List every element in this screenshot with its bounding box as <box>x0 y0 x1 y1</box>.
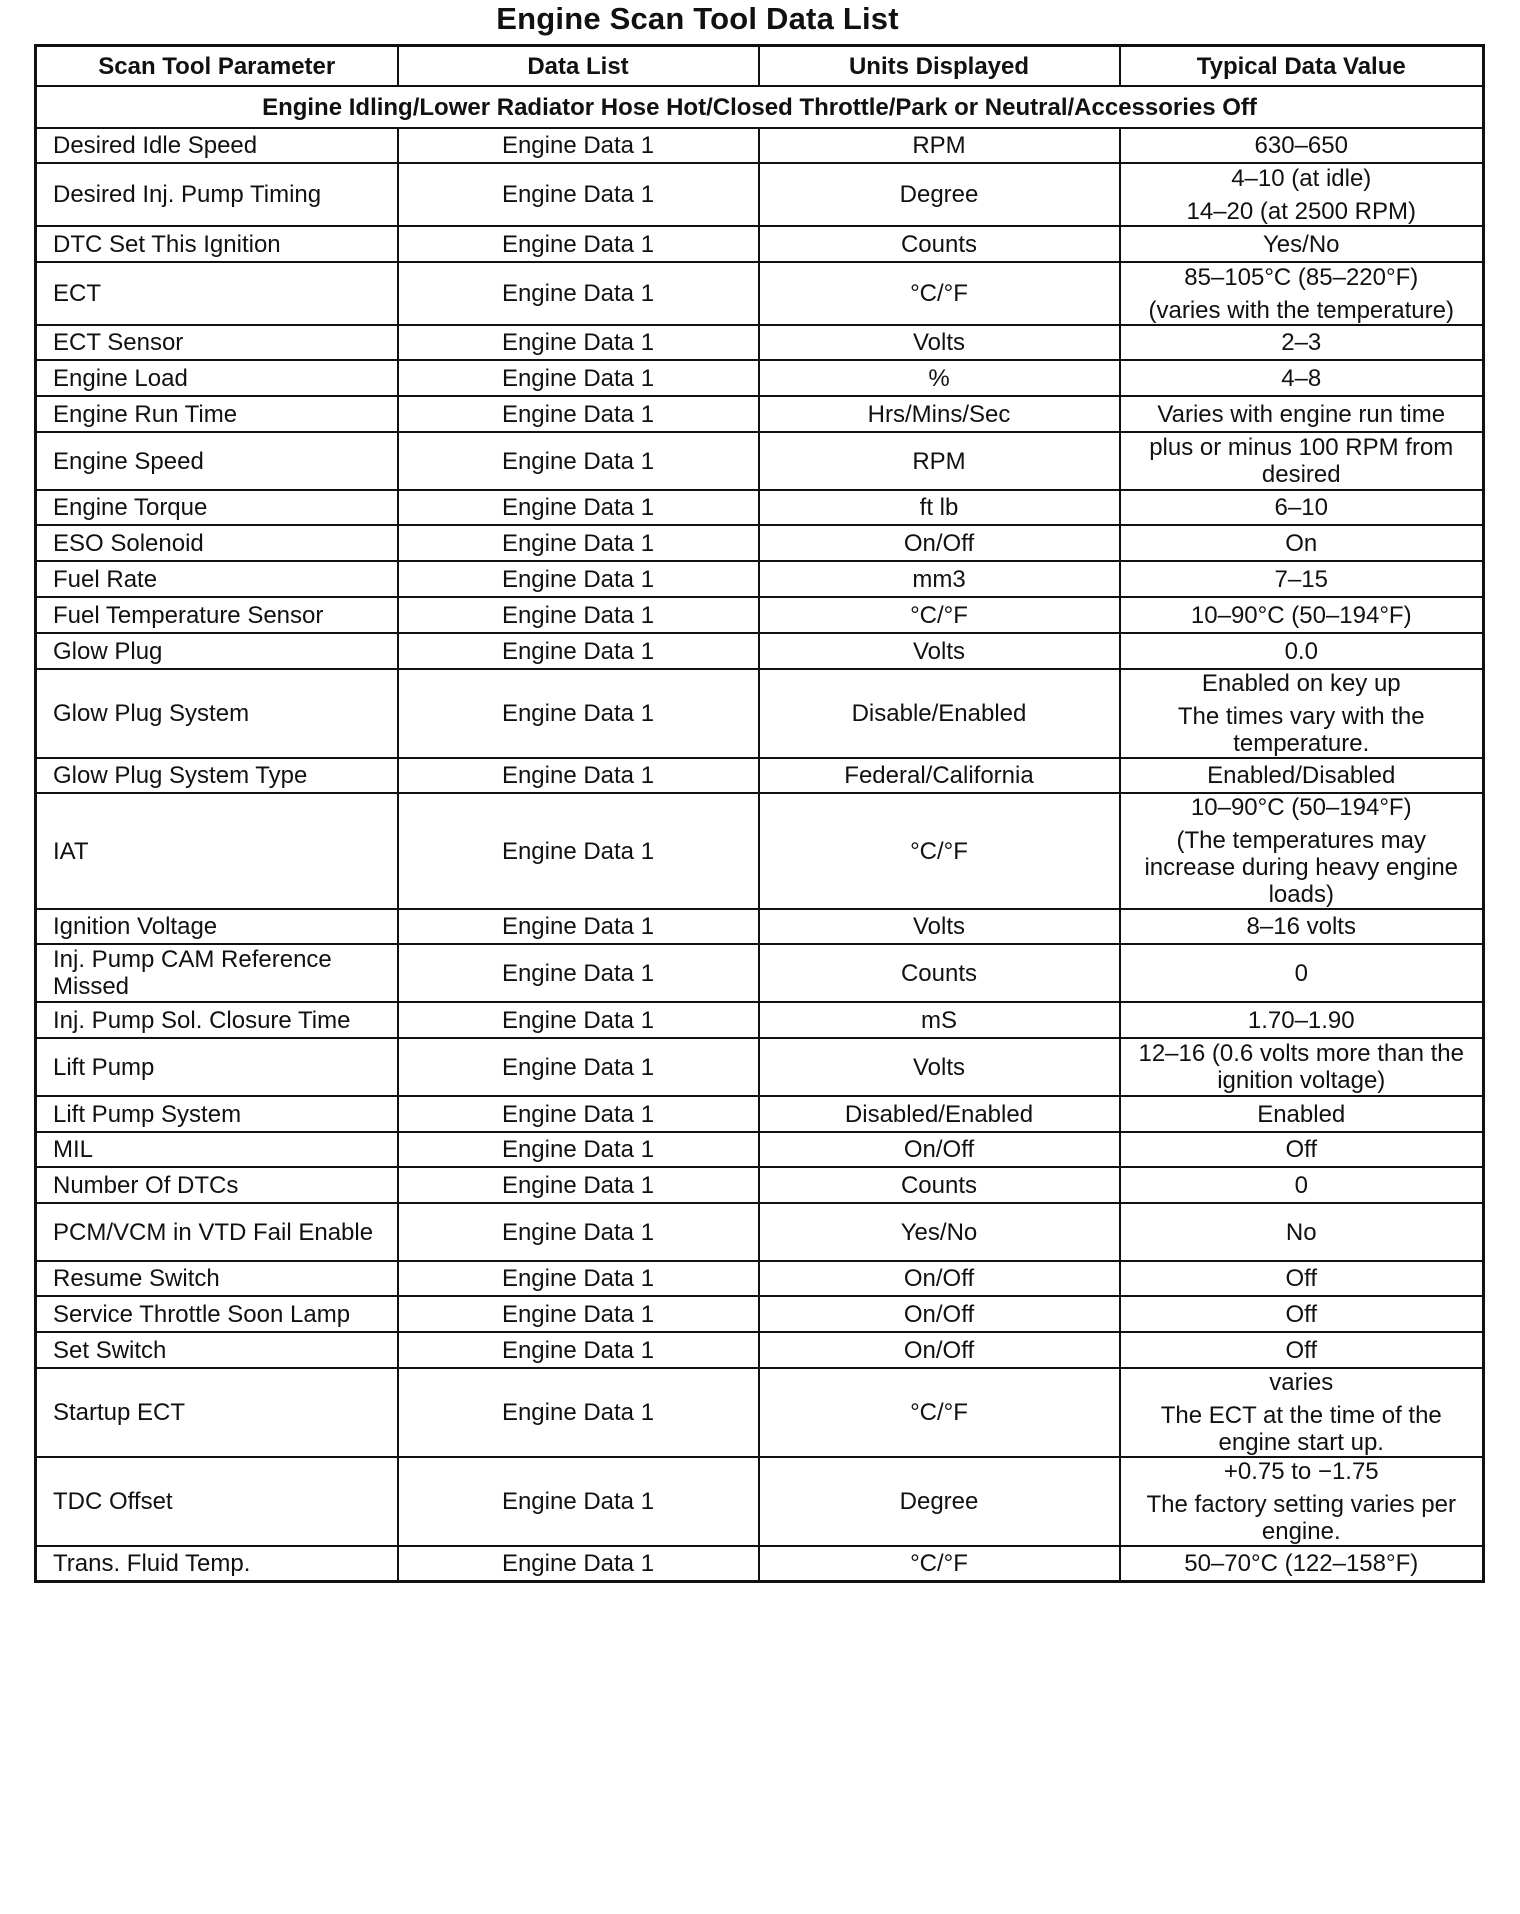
cell-parameter: Desired Idle Speed <box>36 128 398 163</box>
typical-value-line: Yes/No <box>1263 230 1340 258</box>
typical-value-line: Enabled on key up <box>1201 670 1401 697</box>
cell-units: Counts <box>759 944 1120 1002</box>
cell-parameter: Desired Inj. Pump Timing <box>36 163 398 226</box>
typical-value-line: 8–16 volts <box>1246 913 1356 940</box>
cell-units: Federal/California <box>759 758 1120 793</box>
cell-typical-value <box>1120 490 1484 525</box>
typical-value-line: Off <box>1285 1265 1318 1292</box>
cell-parameter: Engine Speed <box>36 432 398 490</box>
typical-value-line: The factory setting varies per engine. <box>1146 1491 1456 1545</box>
cell-data-list: Engine Data 1 <box>398 1261 759 1296</box>
cell-data-list: Engine Data 1 <box>398 669 759 758</box>
cell-units: Volts <box>759 909 1120 944</box>
table-header-row <box>36 46 1484 87</box>
cell-typical-value <box>1120 597 1484 633</box>
cell-data-list: Engine Data 1 <box>398 1038 759 1096</box>
cell-data-list: Engine Data 1 <box>398 909 759 944</box>
cell-typical-value <box>1120 163 1484 226</box>
cell-parameter: ECT <box>36 262 398 325</box>
typical-value-line: The times vary with the temperature. <box>1177 703 1425 757</box>
cell-data-list: Engine Data 1 <box>398 360 759 396</box>
table-row <box>36 561 1484 597</box>
cell-data-list: Engine Data 1 <box>398 1203 759 1261</box>
cell-data-list: Engine Data 1 <box>398 1002 759 1038</box>
cell-data-list: Engine Data 1 <box>398 793 759 909</box>
cell-data-list: Engine Data 1 <box>398 1368 759 1457</box>
typical-value-line: varies <box>1269 1369 1334 1396</box>
table-row <box>36 128 1484 163</box>
cell-typical-value <box>1120 1038 1484 1096</box>
cell-parameter: Set Switch <box>36 1332 398 1368</box>
cell-typical-value <box>1120 758 1484 793</box>
typical-value-line: (The temperatures may increase during heavy engine loads) <box>1144 827 1459 908</box>
cell-units: Volts <box>759 1038 1120 1096</box>
cell-units: ft lb <box>759 490 1120 525</box>
typical-value-line: +0.75 to −1.75 <box>1223 1458 1379 1485</box>
cell-units: °C/°F <box>759 262 1120 325</box>
table-row <box>36 226 1484 262</box>
cell-data-list: Engine Data 1 <box>398 525 759 561</box>
cell-typical-value <box>1120 1096 1484 1132</box>
cell-units: % <box>759 360 1120 396</box>
table-row <box>36 490 1484 525</box>
cell-typical-value <box>1120 525 1484 561</box>
cell-typical-value <box>1120 633 1484 669</box>
table-row <box>36 432 1484 490</box>
table-row <box>36 909 1484 944</box>
table-row <box>36 325 1484 360</box>
cell-data-list: Engine Data 1 <box>398 1457 759 1546</box>
typical-value-line: No <box>1285 1218 1317 1246</box>
cell-data-list: Engine Data 1 <box>398 226 759 262</box>
typical-value-line: 85–105°C (85–220°F) <box>1184 263 1419 291</box>
cell-parameter: Glow Plug <box>36 633 398 669</box>
cell-typical-value <box>1120 1203 1484 1261</box>
table-row <box>36 163 1484 226</box>
cell-typical-value <box>1120 262 1484 325</box>
cell-parameter: Inj. Pump Sol. Closure Time <box>36 1002 398 1038</box>
cell-typical-value <box>1120 944 1484 1002</box>
cell-units: Volts <box>759 325 1120 360</box>
scan-data-table <box>34 44 1485 1583</box>
cell-data-list: Engine Data 1 <box>398 633 759 669</box>
cell-units: Volts <box>759 633 1120 669</box>
section-label: Engine Idling/Lower Radiator Hose Hot/Closed Throttle/Park or Neutral/Accessories Off <box>36 86 1484 128</box>
table-row <box>36 1203 1484 1261</box>
table-row <box>36 396 1484 432</box>
cell-data-list: Engine Data 1 <box>398 1546 759 1581</box>
typical-value-line: 4–10 (at idle) <box>1231 164 1372 192</box>
cell-typical-value <box>1120 325 1484 360</box>
table-row <box>36 1457 1484 1546</box>
cell-parameter: Glow Plug System Type <box>36 758 398 793</box>
cell-parameter: Inj. Pump CAM Reference Missed <box>36 944 398 1002</box>
cell-units: RPM <box>759 128 1120 163</box>
cell-units: Degree <box>759 1457 1120 1546</box>
cell-data-list: Engine Data 1 <box>398 396 759 432</box>
cell-units: °C/°F <box>759 793 1120 909</box>
table-row <box>36 944 1484 1002</box>
table-row <box>36 597 1484 633</box>
cell-typical-value <box>1120 1368 1484 1457</box>
typical-value-line: 2–3 <box>1281 329 1322 356</box>
table-row <box>36 360 1484 396</box>
typical-value-line: 4–8 <box>1281 364 1322 392</box>
typical-value-line: On <box>1285 529 1318 557</box>
cell-data-list: Engine Data 1 <box>398 128 759 163</box>
header-data-list: Data List <box>398 46 759 87</box>
cell-typical-value <box>1120 128 1484 163</box>
cell-typical-value <box>1120 1296 1484 1332</box>
typical-value-line: Off <box>1285 1336 1318 1364</box>
typical-value-line: The ECT at the time of the engine start up. <box>1160 1402 1442 1456</box>
cell-parameter: MIL <box>36 1132 398 1167</box>
cell-units: Hrs/Mins/Sec <box>759 396 1120 432</box>
cell-parameter: Resume Switch <box>36 1261 398 1296</box>
cell-typical-value <box>1120 909 1484 944</box>
table-row <box>36 1546 1484 1581</box>
typical-value-line: 7–15 <box>1274 565 1328 593</box>
table-row <box>36 1167 1484 1203</box>
typical-value-line: 10–90°C (50–194°F) <box>1190 794 1412 821</box>
cell-units: Disable/Enabled <box>759 669 1120 758</box>
table-row <box>36 1096 1484 1132</box>
cell-units: Counts <box>759 226 1120 262</box>
cell-parameter: Number Of DTCs <box>36 1167 398 1203</box>
typical-value-line: 6–10 <box>1274 494 1328 521</box>
typical-value-line: (varies with the temperature) <box>1148 296 1454 324</box>
cell-data-list: Engine Data 1 <box>398 432 759 490</box>
typical-value-line: 50–70°C (122–158°F) <box>1184 1549 1419 1577</box>
cell-units: On/Off <box>759 1332 1120 1368</box>
cell-data-list: Engine Data 1 <box>398 561 759 597</box>
typical-value-line: plus or minus 100 RPM from desired <box>1149 434 1454 488</box>
cell-units: °C/°F <box>759 1546 1120 1581</box>
cell-units: On/Off <box>759 1261 1120 1296</box>
cell-units: RPM <box>759 432 1120 490</box>
cell-parameter: Engine Torque <box>36 490 398 525</box>
cell-data-list: Engine Data 1 <box>398 262 759 325</box>
cell-typical-value <box>1120 1261 1484 1296</box>
cell-typical-value <box>1120 793 1484 909</box>
typical-value-line: Off <box>1285 1136 1318 1163</box>
table-row <box>36 1296 1484 1332</box>
cell-typical-value <box>1120 396 1484 432</box>
cell-typical-value <box>1120 1132 1484 1167</box>
typical-value-line: Enabled/Disabled <box>1207 762 1396 789</box>
cell-typical-value <box>1120 432 1484 490</box>
table-row <box>36 1368 1484 1457</box>
typical-value-line: Off <box>1285 1300 1318 1328</box>
cell-parameter: Startup ECT <box>36 1368 398 1457</box>
table-row <box>36 1332 1484 1368</box>
cell-typical-value <box>1120 1002 1484 1038</box>
cell-parameter: Glow Plug System <box>36 669 398 758</box>
cell-data-list: Engine Data 1 <box>398 1096 759 1132</box>
cell-data-list: Engine Data 1 <box>398 758 759 793</box>
cell-typical-value <box>1120 1332 1484 1368</box>
header-units-displayed: Units Displayed <box>759 46 1120 87</box>
cell-typical-value <box>1120 1457 1484 1546</box>
typical-value-line: 0 <box>1294 959 1308 987</box>
cell-units: Disabled/Enabled <box>759 1096 1120 1132</box>
cell-typical-value <box>1120 1546 1484 1581</box>
table-row <box>36 1038 1484 1096</box>
cell-typical-value <box>1120 360 1484 396</box>
typical-value-line: 12–16 (0.6 volts more than the ignition voltage) <box>1138 1040 1465 1094</box>
section-row <box>36 86 1484 128</box>
cell-parameter: ECT Sensor <box>36 325 398 360</box>
cell-parameter: Ignition Voltage <box>36 909 398 944</box>
cell-parameter: Lift Pump <box>36 1038 398 1096</box>
cell-parameter: IAT <box>36 793 398 909</box>
cell-units: °C/°F <box>759 597 1120 633</box>
cell-parameter: Lift Pump System <box>36 1096 398 1132</box>
cell-units: mS <box>759 1002 1120 1038</box>
cell-parameter: ESO Solenoid <box>36 525 398 561</box>
cell-units: Counts <box>759 1167 1120 1203</box>
cell-units: mm3 <box>759 561 1120 597</box>
table-row <box>36 1132 1484 1167</box>
table-row <box>36 1002 1484 1038</box>
cell-parameter: Engine Run Time <box>36 396 398 432</box>
table-row <box>36 633 1484 669</box>
cell-units: On/Off <box>759 1296 1120 1332</box>
cell-units: °C/°F <box>759 1368 1120 1457</box>
cell-data-list: Engine Data 1 <box>398 1296 759 1332</box>
cell-data-list: Engine Data 1 <box>398 163 759 226</box>
typical-value-line: 0.0 <box>1284 637 1318 665</box>
typical-value-line: 10–90°C (50–194°F) <box>1190 601 1412 629</box>
cell-typical-value <box>1120 669 1484 758</box>
cell-units: On/Off <box>759 525 1120 561</box>
cell-data-list: Engine Data 1 <box>398 490 759 525</box>
typical-value-line: Enabled <box>1257 1100 1346 1128</box>
cell-parameter: Engine Load <box>36 360 398 396</box>
table-row <box>36 1261 1484 1296</box>
header-typical-data-value: Typical Data Value <box>1120 46 1484 87</box>
cell-data-list: Engine Data 1 <box>398 325 759 360</box>
typical-value-line: Varies with engine run time <box>1157 400 1446 428</box>
cell-data-list: Engine Data 1 <box>398 1332 759 1368</box>
cell-parameter: Service Throttle Soon Lamp <box>36 1296 398 1332</box>
typical-value-line: 1.70–1.90 <box>1247 1006 1355 1034</box>
cell-parameter: Fuel Rate <box>36 561 398 597</box>
typical-value-line: 630–650 <box>1254 132 1348 159</box>
table-row <box>36 669 1484 758</box>
cell-data-list: Engine Data 1 <box>398 1132 759 1167</box>
cell-typical-value <box>1120 1167 1484 1203</box>
cell-typical-value <box>1120 561 1484 597</box>
cell-units: Yes/No <box>759 1203 1120 1261</box>
table-row <box>36 262 1484 325</box>
table-row <box>36 793 1484 909</box>
typical-value-line: 14–20 (at 2500 RPM) <box>1186 197 1416 225</box>
cell-parameter: Trans. Fluid Temp. <box>36 1546 398 1581</box>
cell-units: On/Off <box>759 1132 1120 1167</box>
cell-parameter: PCM/VCM in VTD Fail Enable <box>36 1203 398 1261</box>
cell-parameter: TDC Offset <box>36 1457 398 1546</box>
header-scan-tool-parameter: Scan Tool Parameter <box>36 46 398 87</box>
cell-typical-value <box>1120 226 1484 262</box>
cell-data-list: Engine Data 1 <box>398 944 759 1002</box>
page-title: Engine Scan Tool Data List <box>496 1 899 36</box>
typical-value-line: 0 <box>1294 1171 1308 1199</box>
cell-data-list: Engine Data 1 <box>398 597 759 633</box>
cell-parameter: Fuel Temperature Sensor <box>36 597 398 633</box>
cell-units: Degree <box>759 163 1120 226</box>
cell-parameter: DTC Set This Ignition <box>36 226 398 262</box>
table-row <box>36 758 1484 793</box>
cell-data-list: Engine Data 1 <box>398 1167 759 1203</box>
table-row <box>36 525 1484 561</box>
